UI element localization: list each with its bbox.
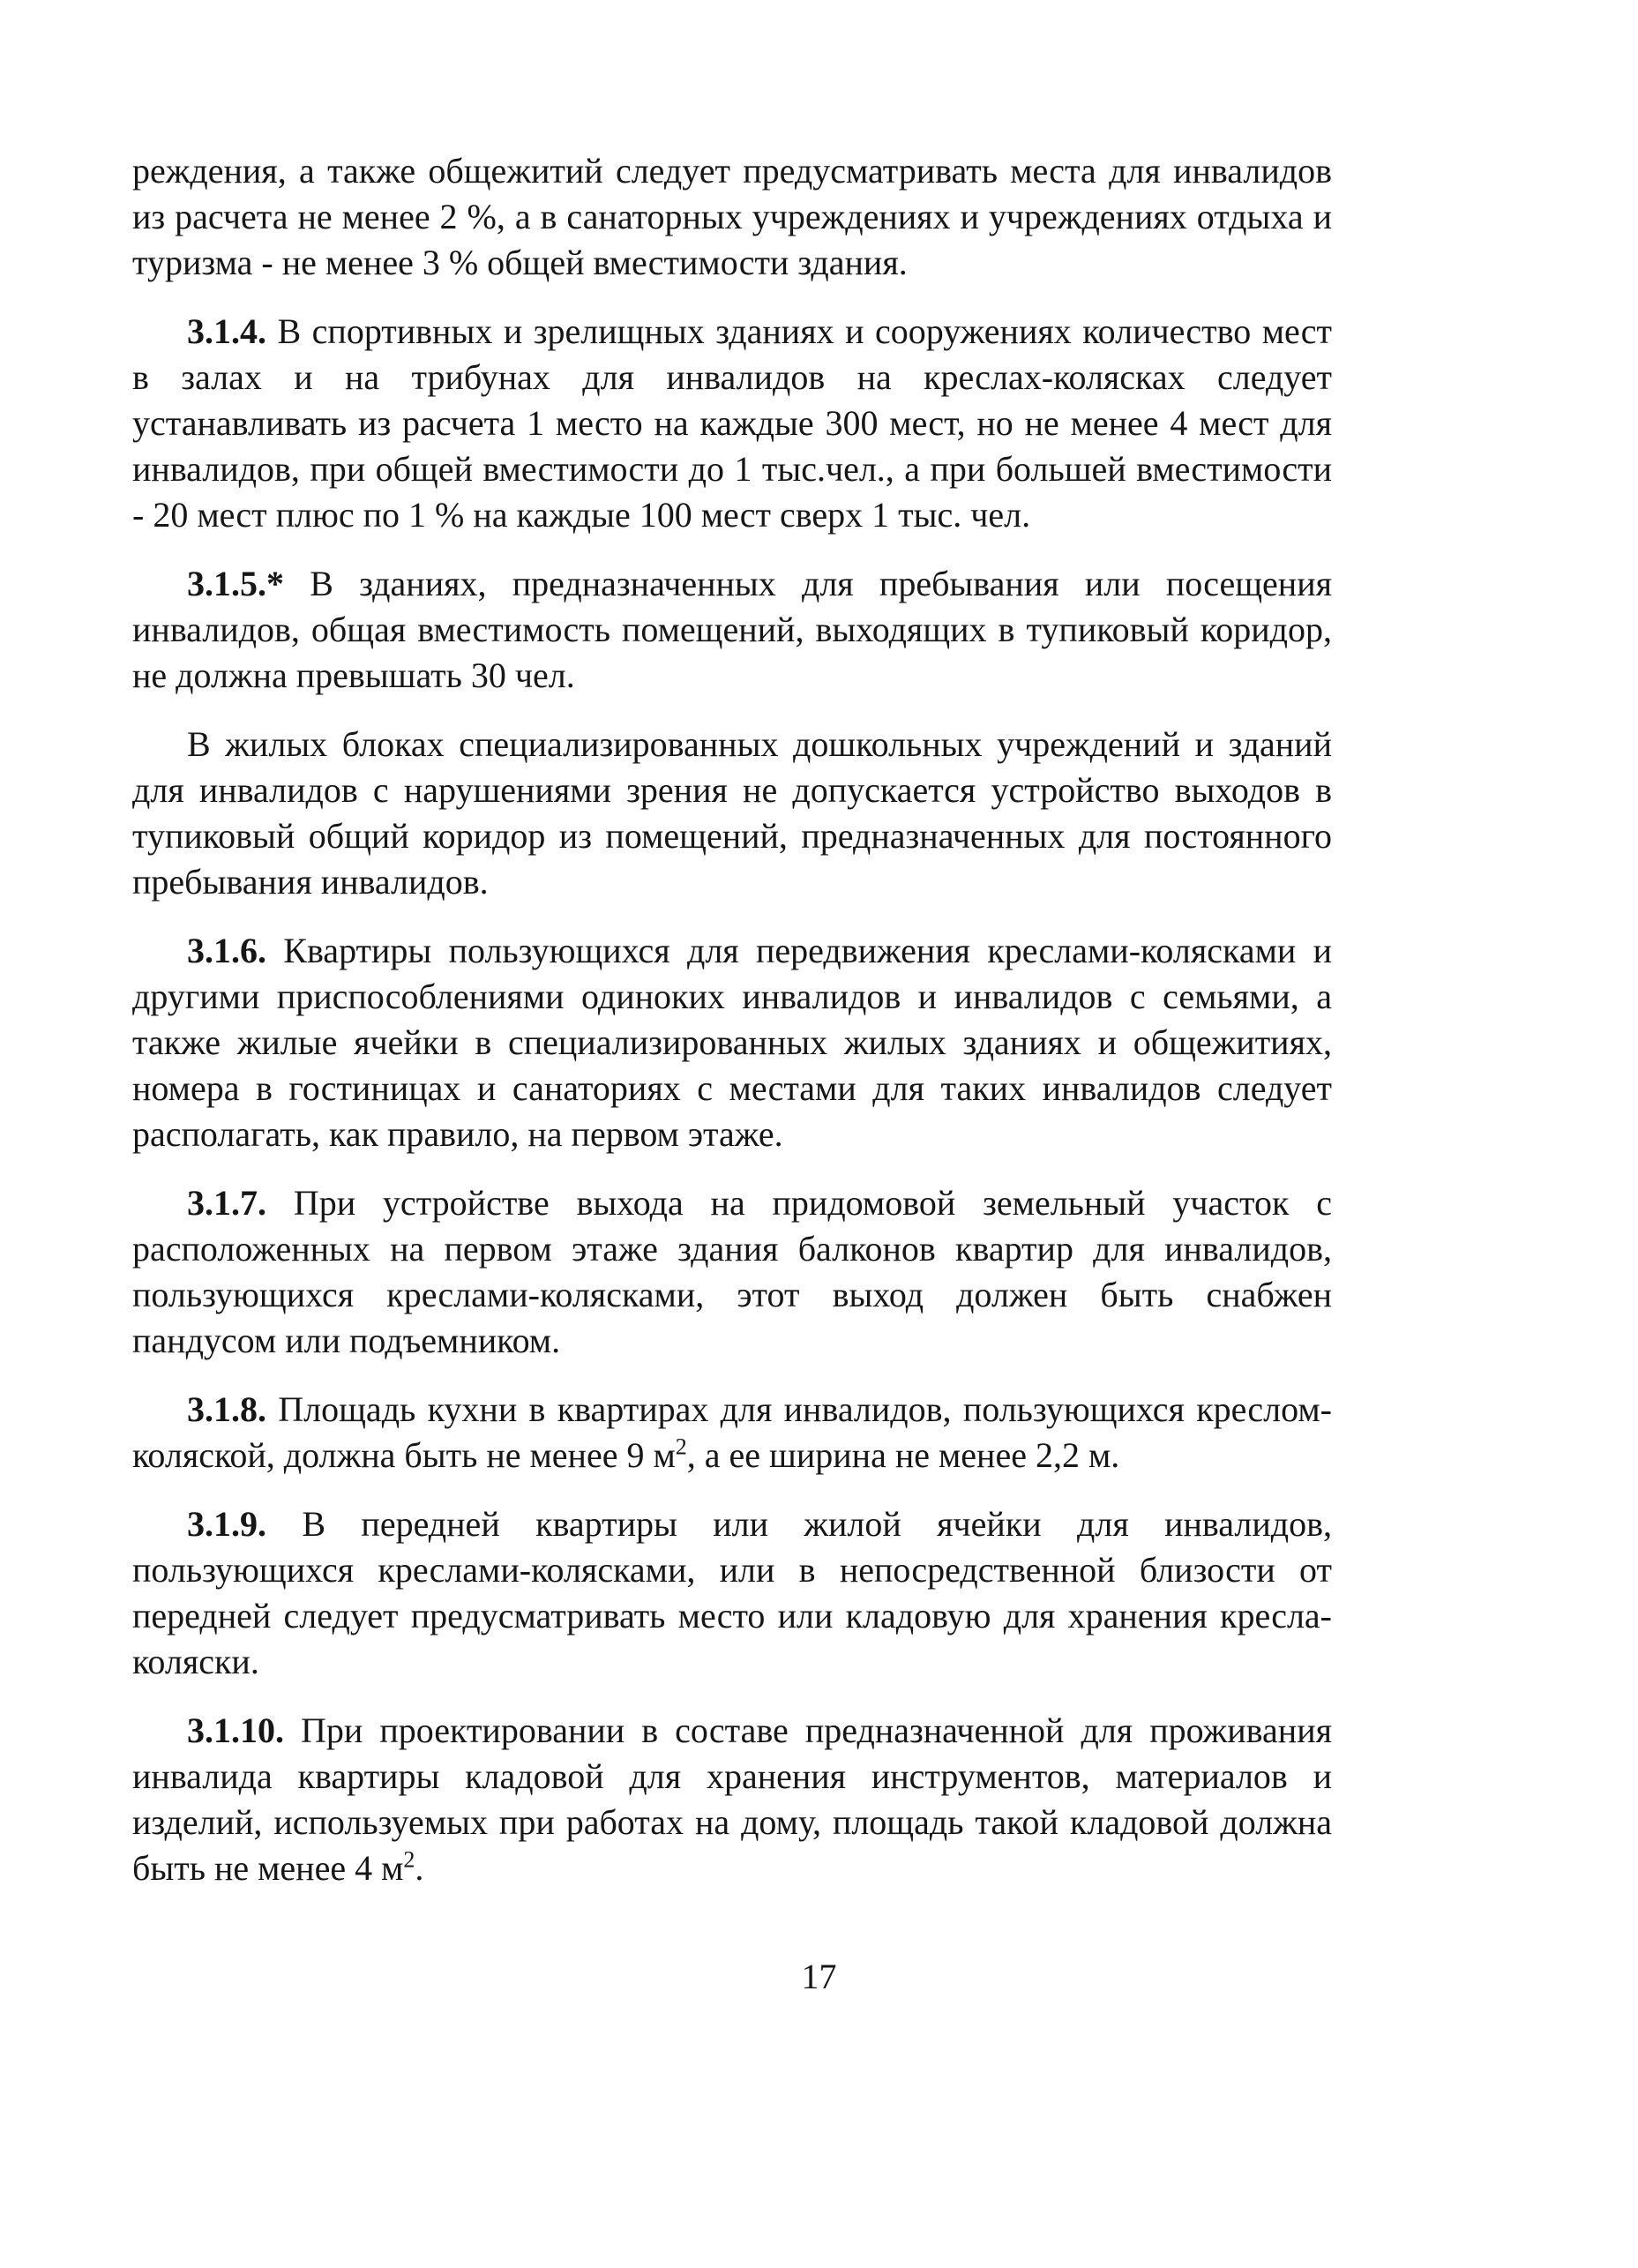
clause-number: 3.1.5.* <box>187 564 284 603</box>
paragraph-text: реждения, а также общежитий следует предусматривать места для инвалидов из расчета не менее 2 %, а в санаторных учреждениях и учреждениях отдыха и туризма - не менее 3 % общей вместимости здания. <box>132 151 1332 282</box>
paragraph-text: В зданиях, предназначенных для пребывания или посещения инвалидов, общая вместимость помещений, выходящих в тупиковый коридор, не должна превышать 30 чел. <box>132 564 1332 695</box>
paragraph-3-1-6 <box>132 928 1332 1157</box>
page-number: 17 <box>801 1957 837 1996</box>
paragraph-intro <box>132 148 1332 286</box>
superscript: 2 <box>675 1433 687 1460</box>
clause-number: 3.1.8. <box>187 1389 266 1429</box>
paragraph-3-1-10 <box>132 1708 1332 1891</box>
clause-number: 3.1.7. <box>187 1183 266 1223</box>
paragraph-3-1-5-continued <box>132 722 1332 905</box>
clause-number: 3.1.6. <box>187 931 266 970</box>
paragraph-3-1-5 <box>132 561 1332 699</box>
paragraph-text: При проектировании в составе предназначенной для проживания инвалида квартиры кладовой для хранения инструментов, материалов и изделий, используемых при работах на дому, площадь такой кладовой должна быть не менее 4 м <box>132 1710 1332 1888</box>
clause-number: 3.1.9. <box>187 1504 266 1544</box>
paragraph-text: Квартиры пользующихся для передвижения креслами-колясками и другими приспособлениями одиноких инвалидов и инвалидов с семьями, а также жилые ячейки в специализированных жилых зданиях и общежитиях, номера в гостиницах и санаториях с местами для таких инвалидов следует располагать, как правило, на первом этаже. <box>132 931 1332 1154</box>
paragraph-3-1-9 <box>132 1501 1332 1685</box>
paragraph-text: При устройстве выхода на придомовой земельный участок с расположенных на первом этаже здания балконов квартир для инвалидов, пользующихся креслами-колясками, этот выход должен быть снабжен пандусом или подъемником. <box>132 1183 1332 1360</box>
clause-number: 3.1.10. <box>187 1710 284 1750</box>
document-page <box>132 148 1332 1914</box>
paragraph-text: В спортивных и зрелищных зданиях и сооружениях количество мест в залах и на трибунах для инвалидов на креслах-колясках следует устанавливать из расчета 1 место на каждые 300 мест, но не менее 4 мест для инвалидов, при общей вместимости до 1 тыс.чел., а при большей вместимости - 20 мест плюс по 1 % на каждые 100 мест сверх 1 тыс. чел. <box>132 311 1332 535</box>
paragraph-3-1-8 <box>132 1387 1332 1478</box>
paragraph-text: Площадь кухни в квартирах для инвалидов, пользующихся креслом-коляской, должна быть не менее 9 м <box>132 1389 1332 1475</box>
superscript: 2 <box>403 1846 415 1873</box>
paragraph-text: В жилых блоках специализированных дошкольных учреждений и зданий для инвалидов с нарушениями зрения не допускается устройство выходов в тупиковый общий коридор из помещений, предназначенных для постоянного пребывания инвалидов. <box>132 724 1332 902</box>
paragraph-text-end: . <box>415 1848 424 1888</box>
paragraph-text-end: , а ее ширина не менее 2,2 м. <box>686 1435 1120 1475</box>
paragraph-3-1-4 <box>132 309 1332 538</box>
clause-number: 3.1.4. <box>187 311 266 351</box>
paragraph-text: В передней квартиры или жилой ячейки для инвалидов, пользующихся креслами-колясками, или в непосредственной близости от передней следует предусматривать место или кладовую для хранения кресла-коляски. <box>132 1504 1332 1681</box>
paragraph-3-1-7 <box>132 1180 1332 1364</box>
